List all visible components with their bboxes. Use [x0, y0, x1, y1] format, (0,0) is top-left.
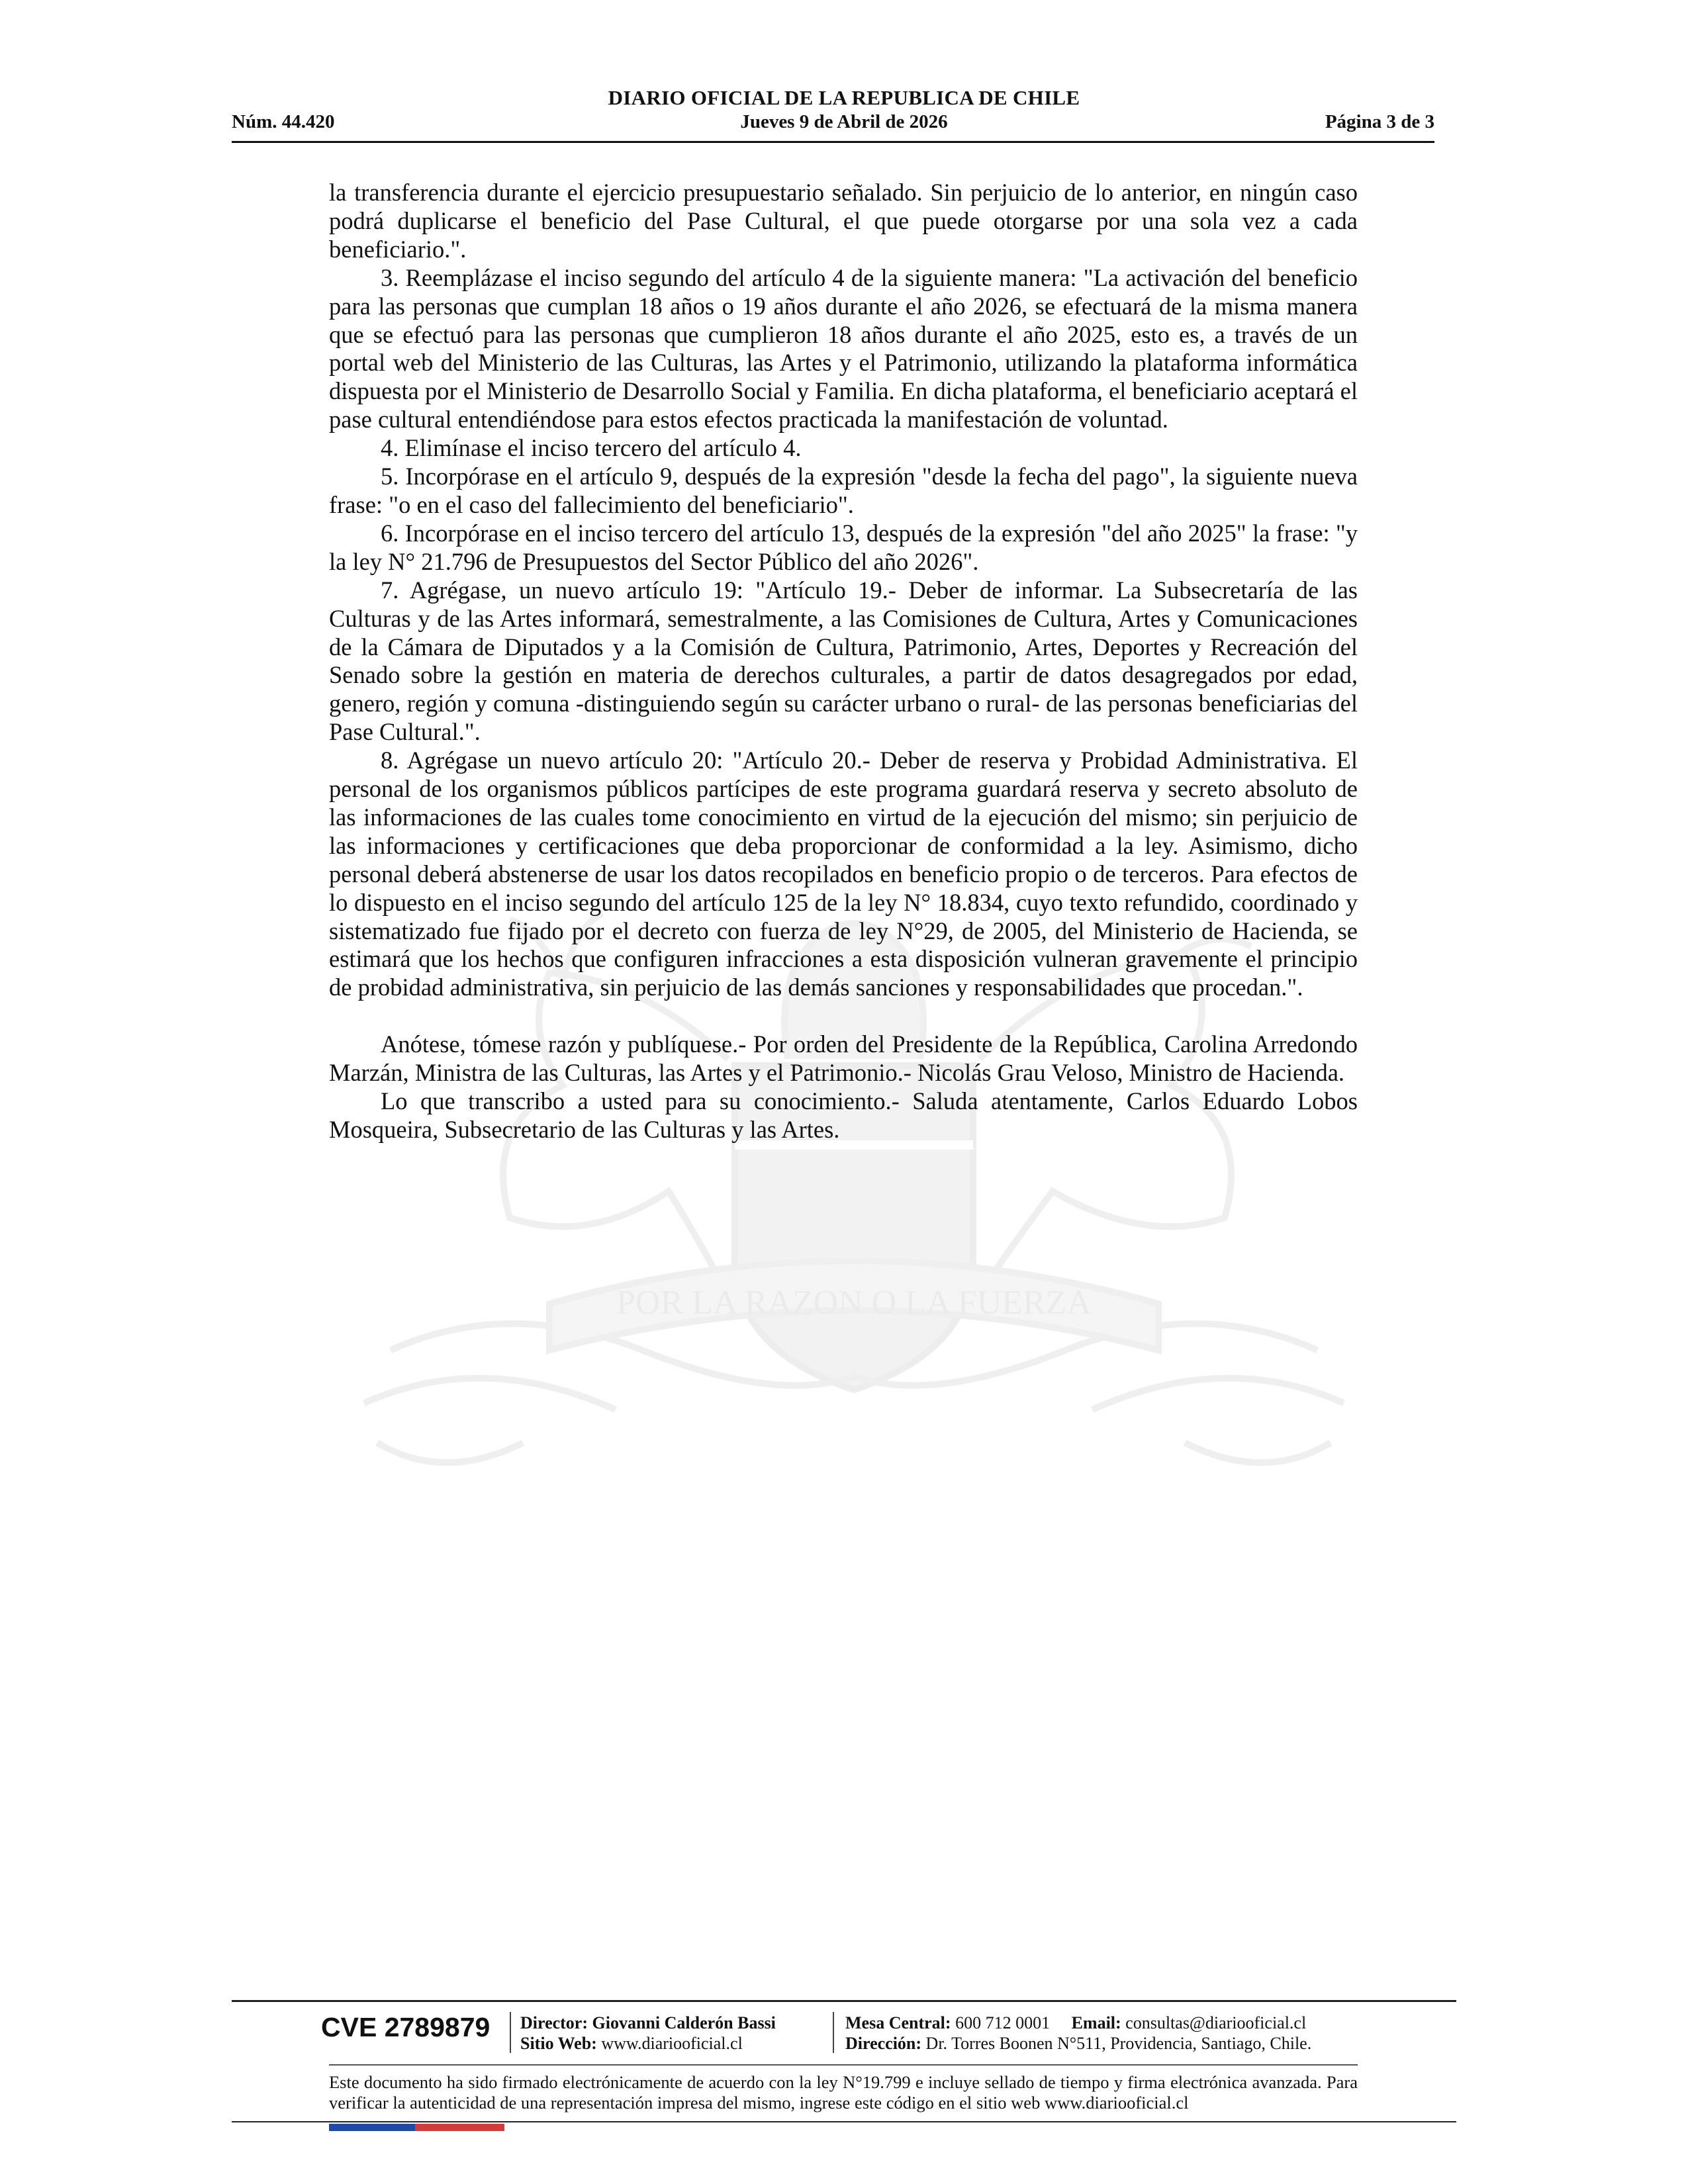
- email-link[interactable]: consultas@diariooficial.cl: [1125, 2013, 1307, 2032]
- paragraph-item-3: 3. Reemplázase el inciso segundo del artículo 4 de la siguiente manera: "La activación del beneficio para las personas que cumplan 18 años o 19 años durante el año 2026, se efectuará de la misma manera que se efectuó para las personas que cumplieron 18 años durante el año 2025, esto es, a través de un portal web del Ministerio de las Culturas, las Artes y el Patrimonio, utilizando la plataforma informática dispuesta por el Ministerio de Desarrollo Social y Familia. En dicha plataforma, el beneficiario aceptará el pase cultural entendiéndose para estos efectos practicada la manifestación de voluntad.: [329, 263, 1358, 433]
- flag-stripe-red: [415, 2124, 504, 2131]
- cve-code: CVE 2789879: [321, 2012, 491, 2042]
- issue-date: Jueves 9 de Abril de 2026: [740, 111, 948, 132]
- mesa-phone: 600 712 0001: [955, 2013, 1051, 2032]
- paragraph-signature: Anótese, tómese razón y publíquese.- Por orden del Presidente de la República, Carolina Arredondo Marzán, Ministra de las Culturas, las Artes y el Patrimonio.- Nicolás Grau Veloso, Ministro de Hacienda.: [329, 1030, 1358, 1087]
- legal-notice: Este documento ha sido firmado electrónicamente de acuerdo con la ley N°19.799 e incluye sellado de tiempo y firma electrónica avanzada. Para verificar la autenticidad de una representación impresa del mismo, ingrese este código en el sitio web www.diariooficial.cl: [329, 2072, 1358, 2113]
- footer-divider-mid: [329, 2064, 1358, 2066]
- header-divider: [232, 141, 1434, 143]
- issue-number: Núm. 44.420: [232, 111, 335, 132]
- paragraph-item-6: 6. Incorpórase en el inciso tercero del artículo 13, después de la expresión "del año 2025" la frase: "y la ley N° 21.796 de Presupuestos del Sector Público del año 2026".: [329, 519, 1358, 575]
- paragraph-item-7: 7. Agrégase, un nuevo artículo 19: "Artículo 19.- Deber de informar. La Subsecretaría de las Culturas y de las Artes informará, semestralmente, a las Comisiones de Cultura, Artes y Comunicaciones de la Cámara de Diputados y a la Comisión de Cultura, Patrimonio, Artes, Deportes y Recreación del Senado sobre la gestión en materia de derechos culturales, a partir de datos desagregados por edad, genero, región y comuna -distinguiendo según su carácter urbano o rural- de las personas beneficiarias del Pase Cultural.".: [329, 576, 1358, 746]
- director-line: [520, 2013, 776, 2033]
- address-value: Dr. Torres Boonen N°511, Providencia, Santiago, Chile.: [925, 2034, 1312, 2053]
- footer-separator: [510, 2012, 511, 2053]
- address-label: Dirección:: [845, 2034, 922, 2053]
- contact-line: [845, 2013, 1306, 2033]
- footer-divider-bottom: [232, 2121, 1456, 2122]
- watermark-motto: POR LA RAZON O LA FUERZA: [616, 1284, 1092, 1322]
- paragraph-transcription: Lo que transcribo a usted para su conocimiento.- Saluda atentamente, Carlos Eduardo Lobos Mosqueira, Subsecretario de las Culturas y las Artes.: [329, 1087, 1358, 1143]
- mesa-label: Mesa Central:: [845, 2013, 951, 2032]
- paragraph-item-5: 5. Incorpórase en el artículo 9, después de la expresión "desde la fecha del pago", la siguiente nueva frase: "o en el caso del fallecimiento del beneficiario".: [329, 463, 1358, 518]
- footer-divider-top: [232, 2000, 1456, 2002]
- website-line: [520, 2033, 743, 2054]
- document-body: [329, 179, 1358, 1144]
- newspaper-title: DIARIO OFICIAL DE LA REPUBLICA DE CHILE: [608, 86, 1080, 109]
- paragraph-item-4: 4. Elimínase el inciso tercero del artículo 4.: [381, 434, 802, 462]
- footer-separator: [833, 2012, 834, 2053]
- website-label: Sitio Web:: [520, 2034, 597, 2053]
- paragraph-continuation: la transferencia durante el ejercicio presupuestario señalado. Sin perjuicio de lo anterior, en ningún caso podrá duplicarse el beneficio del Pase Cultural, el que puede otorgarse por una sola vez a cada beneficiario.".: [329, 179, 1358, 263]
- page-indicator: Página 3 de 3: [1325, 111, 1434, 132]
- email-label: Email:: [1071, 2013, 1121, 2032]
- website-link[interactable]: www.diariooficial.cl: [601, 2034, 743, 2053]
- address-line: [845, 2033, 1311, 2054]
- director-label: Director:: [520, 2013, 588, 2032]
- paragraph-item-8: 8. Agrégase un nuevo artículo 20: "Artículo 20.- Deber de reserva y Probidad Administrativa. El personal de los organismos públicos partícipes de este programa guardará reserva y secreto absoluto de las informaciones de las cuales tome conocimiento en virtud de la ejecución del mismo; sin perjuicio de las informaciones y certificaciones que deba proporcionar de conformidad a la ley. Asimismo, dicho personal deberá abstenerse de usar los datos recopilados en beneficio propio o de terceros. Para efectos de lo dispuesto en el inciso segundo del artículo 125 de la ley N° 18.834, cuyo texto refundido, coordinado y sistematizado fue fijado por el decreto con fuerza de ley N°29, de 2005, del Ministerio de Hacienda, se estimará que los hechos que configuren infracciones a esta disposición vulneran gravemente el principio de probidad administrativa, sin perjuicio de las demás sanciones y responsabilidades que procedan.".: [329, 747, 1358, 1001]
- flag-stripe-blue: [329, 2124, 415, 2131]
- director-name: Giovanni Calderón Bassi: [592, 2013, 776, 2032]
